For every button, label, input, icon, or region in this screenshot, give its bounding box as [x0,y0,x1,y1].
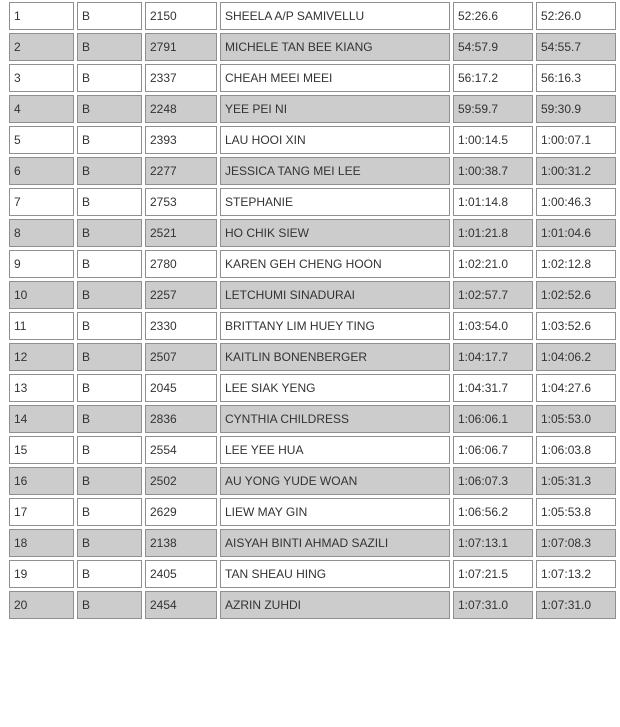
chip-time-cell: 1:07:31.0 [536,591,616,619]
bib-number-cell: 2257 [145,281,217,309]
position-cell: 10 [9,281,74,309]
category-cell: B [77,281,142,309]
runner-name-cell: KAREN GEH CHENG HOON [220,250,450,278]
position-cell: 6 [9,157,74,185]
table-row [9,312,616,340]
gun-time-cell: 1:04:17.7 [453,343,533,371]
chip-time-cell: 1:03:52.6 [536,312,616,340]
gun-time-cell: 1:02:21.0 [453,250,533,278]
position-cell: 14 [9,405,74,433]
gun-time-cell: 1:01:14.8 [453,188,533,216]
runner-name-cell: LEE YEE HUA [220,436,450,464]
position-cell: 2 [9,33,74,61]
runner-name-cell: BRITTANY LIM HUEY TING [220,312,450,340]
table-row [9,498,616,526]
category-cell: B [77,529,142,557]
gun-time-cell: 1:02:57.7 [453,281,533,309]
gun-time-cell: 1:06:07.3 [453,467,533,495]
position-cell: 1 [9,2,74,30]
category-cell: B [77,591,142,619]
table-row [9,126,616,154]
chip-time-cell: 52:26.0 [536,2,616,30]
bib-number-cell: 2836 [145,405,217,433]
bib-number-cell: 2507 [145,343,217,371]
runner-name-cell: KAITLIN BONENBERGER [220,343,450,371]
chip-time-cell: 1:00:31.2 [536,157,616,185]
position-cell: 11 [9,312,74,340]
category-cell: B [77,64,142,92]
bib-number-cell: 2277 [145,157,217,185]
gun-time-cell: 1:03:54.0 [453,312,533,340]
position-cell: 19 [9,560,74,588]
gun-time-cell: 1:07:13.1 [453,529,533,557]
table-row [9,591,616,619]
bib-number-cell: 2248 [145,95,217,123]
position-cell: 17 [9,498,74,526]
position-cell: 15 [9,436,74,464]
position-cell: 3 [9,64,74,92]
table-row [9,405,616,433]
runner-name-cell: AZRIN ZUHDI [220,591,450,619]
position-cell: 13 [9,374,74,402]
gun-time-cell: 1:06:06.7 [453,436,533,464]
runner-name-cell: JESSICA TANG MEI LEE [220,157,450,185]
runner-name-cell: AU YONG YUDE WOAN [220,467,450,495]
runner-name-cell: CYNTHIA CHILDRESS [220,405,450,433]
bib-number-cell: 2337 [145,64,217,92]
chip-time-cell: 1:00:07.1 [536,126,616,154]
table-row [9,374,616,402]
bib-number-cell: 2138 [145,529,217,557]
chip-time-cell: 1:06:03.8 [536,436,616,464]
position-cell: 16 [9,467,74,495]
category-cell: B [77,405,142,433]
runner-name-cell: STEPHANIE [220,188,450,216]
gun-time-cell: 56:17.2 [453,64,533,92]
runner-name-cell: TAN SHEAU HING [220,560,450,588]
table-row [9,343,616,371]
category-cell: B [77,312,142,340]
category-cell: B [77,157,142,185]
position-cell: 12 [9,343,74,371]
chip-time-cell: 1:04:06.2 [536,343,616,371]
runner-name-cell: YEE PEI NI [220,95,450,123]
bib-number-cell: 2393 [145,126,217,154]
position-cell: 5 [9,126,74,154]
category-cell: B [77,498,142,526]
chip-time-cell: 1:05:53.0 [536,405,616,433]
table-row [9,64,616,92]
results-table-body [9,2,616,619]
bib-number-cell: 2791 [145,33,217,61]
chip-time-cell: 1:02:52.6 [536,281,616,309]
chip-time-cell: 56:16.3 [536,64,616,92]
chip-time-cell: 1:00:46.3 [536,188,616,216]
position-cell: 8 [9,219,74,247]
bib-number-cell: 2554 [145,436,217,464]
runner-name-cell: HO CHIK SIEW [220,219,450,247]
position-cell: 4 [9,95,74,123]
gun-time-cell: 1:07:21.5 [453,560,533,588]
chip-time-cell: 1:05:53.8 [536,498,616,526]
bib-number-cell: 2405 [145,560,217,588]
gun-time-cell: 1:00:14.5 [453,126,533,154]
runner-name-cell: AISYAH BINTI AHMAD SAZILI [220,529,450,557]
chip-time-cell: 1:01:04.6 [536,219,616,247]
table-row [9,157,616,185]
bib-number-cell: 2045 [145,374,217,402]
table-row [9,250,616,278]
gun-time-cell: 1:00:38.7 [453,157,533,185]
category-cell: B [77,2,142,30]
gun-time-cell: 1:07:31.0 [453,591,533,619]
category-cell: B [77,126,142,154]
results-table [6,0,619,622]
chip-time-cell: 1:07:08.3 [536,529,616,557]
runner-name-cell: LIEW MAY GIN [220,498,450,526]
table-row [9,467,616,495]
gun-time-cell: 54:57.9 [453,33,533,61]
bib-number-cell: 2521 [145,219,217,247]
bib-number-cell: 2150 [145,2,217,30]
table-row [9,281,616,309]
category-cell: B [77,343,142,371]
position-cell: 20 [9,591,74,619]
category-cell: B [77,467,142,495]
category-cell: B [77,250,142,278]
chip-time-cell: 1:05:31.3 [536,467,616,495]
bib-number-cell: 2502 [145,467,217,495]
runner-name-cell: LEE SIAK YENG [220,374,450,402]
gun-time-cell: 1:04:31.7 [453,374,533,402]
category-cell: B [77,374,142,402]
runner-name-cell: LAU HOOI XIN [220,126,450,154]
bib-number-cell: 2780 [145,250,217,278]
gun-time-cell: 1:06:06.1 [453,405,533,433]
chip-time-cell: 1:04:27.6 [536,374,616,402]
runner-name-cell: LETCHUMI SINADURAI [220,281,450,309]
chip-time-cell: 1:07:13.2 [536,560,616,588]
gun-time-cell: 52:26.6 [453,2,533,30]
gun-time-cell: 1:06:56.2 [453,498,533,526]
table-row [9,95,616,123]
category-cell: B [77,436,142,464]
category-cell: B [77,33,142,61]
position-cell: 7 [9,188,74,216]
chip-time-cell: 59:30.9 [536,95,616,123]
position-cell: 18 [9,529,74,557]
table-row [9,219,616,247]
chip-time-cell: 54:55.7 [536,33,616,61]
table-row [9,560,616,588]
bib-number-cell: 2330 [145,312,217,340]
runner-name-cell: CHEAH MEEI MEEI [220,64,450,92]
runner-name-cell: SHEELA A/P SAMIVELLU [220,2,450,30]
results-table-container [6,0,619,622]
table-row [9,33,616,61]
bib-number-cell: 2454 [145,591,217,619]
category-cell: B [77,560,142,588]
gun-time-cell: 59:59.7 [453,95,533,123]
chip-time-cell: 1:02:12.8 [536,250,616,278]
bib-number-cell: 2753 [145,188,217,216]
table-row [9,2,616,30]
table-row [9,529,616,557]
gun-time-cell: 1:01:21.8 [453,219,533,247]
bib-number-cell: 2629 [145,498,217,526]
category-cell: B [77,219,142,247]
category-cell: B [77,95,142,123]
position-cell: 9 [9,250,74,278]
category-cell: B [77,188,142,216]
runner-name-cell: MICHELE TAN BEE KIANG [220,33,450,61]
table-row [9,436,616,464]
table-row [9,188,616,216]
